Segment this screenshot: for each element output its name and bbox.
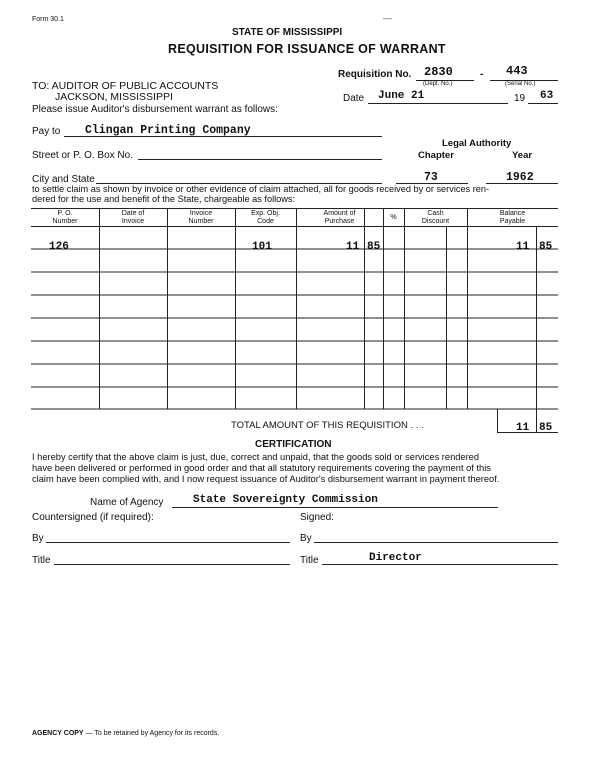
footer-bold: AGENCY COPY bbox=[32, 730, 84, 737]
dept-no-caption: (Dept. No.) bbox=[423, 81, 453, 87]
heading: STATE OF MISSISSIPPI bbox=[232, 27, 343, 38]
certification-line2: have been delivered or performed in good order and that all statutory requirements covering the payment of this bbox=[32, 463, 491, 473]
serial-no-value: 443 bbox=[506, 64, 528, 78]
countersigned-label: Countersigned (if required): bbox=[32, 512, 154, 523]
year-value: 1962 bbox=[506, 171, 534, 184]
title-label-right: Title bbox=[300, 555, 319, 566]
row1-exp-code: 101 bbox=[252, 241, 272, 253]
certification-title: CERTIFICATION bbox=[255, 439, 332, 450]
title-value-right: Director bbox=[369, 552, 422, 564]
chapter-value: 73 bbox=[424, 171, 438, 184]
date-label: Date bbox=[343, 93, 365, 104]
by-line-right[interactable] bbox=[314, 542, 558, 543]
agency-name-line[interactable] bbox=[172, 507, 498, 508]
col-header-po: P. O. Number bbox=[52, 210, 78, 225]
claim-table-grid bbox=[31, 208, 558, 433]
certification-line3: claim have been complied with, and I now request issuance of Auditor's disbursement warrant in payment thereof. bbox=[32, 474, 500, 484]
by-label-right: By bbox=[300, 533, 312, 544]
col-header-invoice-number: Invoice Number bbox=[188, 210, 214, 225]
row1-balance-dollars: 11 bbox=[516, 241, 530, 253]
by-line-left[interactable] bbox=[46, 542, 290, 543]
requisition-dash: - bbox=[480, 69, 484, 80]
footer-rest: — To be retained by Agency for its records. bbox=[83, 730, 220, 737]
col-header-exp-code: Exp. Obj. Code bbox=[251, 210, 280, 225]
claim-table bbox=[31, 208, 558, 433]
total-cents: 85 bbox=[539, 422, 553, 434]
col-header-percent: % bbox=[390, 214, 397, 221]
date-line[interactable] bbox=[368, 103, 508, 104]
date-month-day: June 21 bbox=[378, 90, 425, 102]
agency-name-label: Name of Agency bbox=[90, 497, 164, 508]
settle-text-1: to settle claim as shown by invoice or other evidence of claim attached, all for goods received by or services ren- bbox=[32, 184, 490, 194]
title-line-right[interactable] bbox=[322, 564, 558, 565]
requisition-label: Requisition No. bbox=[338, 69, 412, 80]
addressee-line2: JACKSON, MISSISSIPPI bbox=[55, 91, 173, 103]
col-header-cash-discount: Cash Discount bbox=[421, 210, 450, 225]
col-header-date-invoice: Date of Invoice bbox=[121, 210, 145, 225]
street-line[interactable] bbox=[138, 159, 382, 160]
city-label: City and State bbox=[32, 174, 95, 185]
page-title: REQUISITION FOR ISSUANCE OF WARRANT bbox=[168, 42, 446, 56]
addressee-line1: TO: AUDITOR OF PUBLIC ACCOUNTS bbox=[32, 80, 219, 92]
title-label-left: Title bbox=[32, 555, 51, 566]
date-year-line[interactable] bbox=[528, 103, 558, 104]
by-label-left: By bbox=[32, 533, 44, 544]
settle-text-2: dered for the use and benefit of the State, chargeable as follows: bbox=[32, 194, 296, 204]
row1-balance-cents: 85 bbox=[539, 241, 553, 253]
certification-line1: I hereby certify that the above claim is just, due, correct and unpaid, that the goods sold or services rendered bbox=[32, 452, 480, 462]
col-header-balance: Balance Payable bbox=[499, 210, 526, 225]
total-label: TOTAL AMOUNT OF THIS REQUISITION . . . bbox=[231, 420, 424, 431]
chapter-label: Chapter bbox=[418, 150, 454, 161]
total-dollars: 11 bbox=[516, 422, 530, 434]
serial-no-caption: (Serial No.) bbox=[505, 81, 536, 87]
pay-to-label: Pay to bbox=[32, 126, 61, 137]
dept-no-value: 2830 bbox=[424, 65, 453, 79]
title-line-left[interactable] bbox=[54, 564, 290, 565]
row1-po-number: 126 bbox=[49, 241, 69, 253]
legal-authority-title: Legal Authority bbox=[442, 138, 512, 149]
street-label: Street or P. O. Box No. bbox=[32, 150, 133, 161]
dash-mark: — bbox=[383, 13, 392, 23]
form-number: Form 30.1 bbox=[32, 16, 64, 23]
year-label: Year bbox=[512, 150, 533, 161]
please-issue-text: Please issue Auditor's disbursement warrant as follows: bbox=[32, 104, 278, 115]
agency-name-value: State Sovereignty Commission bbox=[193, 494, 378, 506]
date-year-suffix: 63 bbox=[540, 90, 554, 102]
pay-to-value: Clingan Printing Company bbox=[85, 124, 251, 137]
row1-amount-dollars: 11 bbox=[346, 241, 360, 253]
footer-note bbox=[32, 730, 219, 737]
col-header-amount: Amount of Purchase bbox=[323, 210, 356, 225]
signed-label: Signed: bbox=[300, 512, 334, 523]
date-year-prefix: 19 bbox=[514, 93, 526, 104]
row1-amount-cents: 85 bbox=[367, 241, 381, 253]
